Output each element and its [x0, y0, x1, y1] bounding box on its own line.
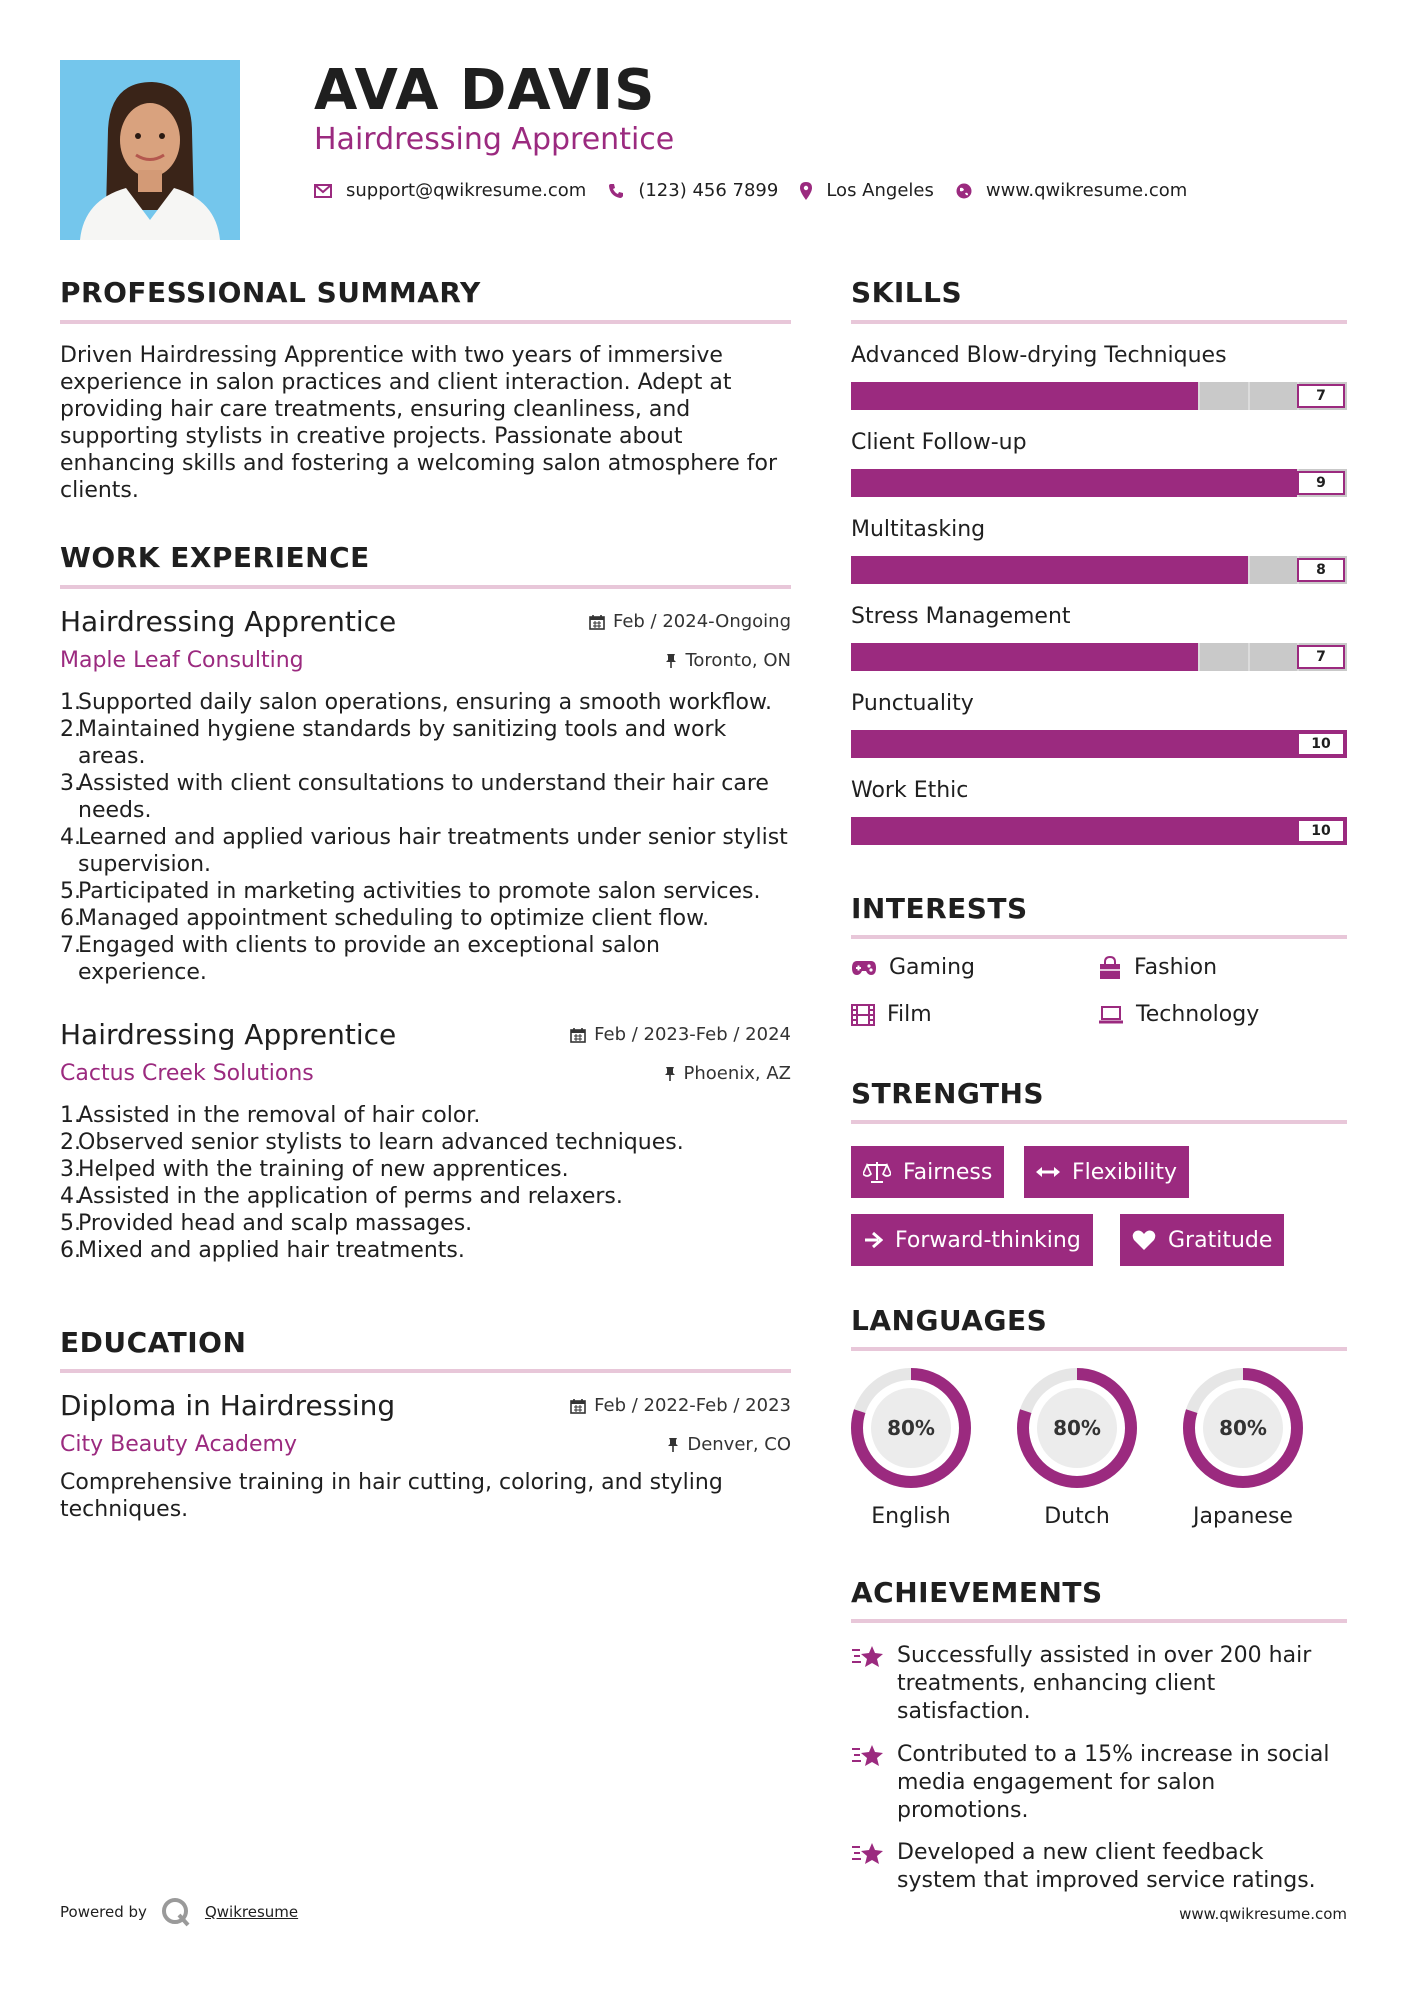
strength-badge	[1024, 1146, 1189, 1198]
website-text: www.qwikresume.com	[985, 180, 1188, 201]
skills-heading: SKILLS	[851, 276, 963, 309]
interests-divider	[851, 935, 1347, 939]
arrow-right-icon	[863, 1231, 883, 1249]
degree-title: Diploma in Hairdressing	[60, 1389, 396, 1422]
summary-text: Driven Hairdressing Apprentice with two years of immersive experience in salon practices and client interaction. Adept at providing hair care treatments, ensuring cleanliness, and supporting stylists in creative projects. Passionate about enhancing skills and fostering a welcoming salon atmosphere for clients.	[60, 343, 778, 503]
location-text: Los Angeles	[826, 180, 934, 201]
list-item: Supported daily salon operations, ensuring a smooth workflow.	[78, 690, 772, 715]
job-1-duties	[60, 689, 791, 986]
achievement-item	[851, 1741, 1347, 1825]
strength-label: Forward-thinking	[895, 1227, 1081, 1253]
skill-value: 7	[1297, 384, 1345, 408]
skills-divider	[851, 320, 1347, 324]
language-percent: 80%	[1219, 1416, 1267, 1440]
strength-badge	[851, 1146, 1004, 1198]
envelope-icon	[314, 184, 332, 198]
education-location-text: Denver, CO	[687, 1434, 791, 1455]
job-1-header	[60, 605, 791, 638]
skill-label: Stress Management	[851, 604, 1071, 629]
job-1-subheader	[60, 648, 791, 673]
contact-website[interactable]	[956, 180, 1187, 201]
list-item: Participated in marketing activities to promote salon services.	[78, 879, 761, 904]
education-subheader	[60, 1432, 791, 1457]
qwikresume-link[interactable]: Qwikresume	[204, 1903, 299, 1921]
list-item: Mixed and applied hair treatments.	[78, 1238, 465, 1263]
candidate-title: Hairdressing Apprentice	[314, 122, 675, 157]
list-item: Assisted in the application of perms and relaxers.	[78, 1184, 623, 1209]
company-name: Cactus Creek Solutions	[60, 1061, 314, 1086]
experience-heading: WORK EXPERIENCE	[60, 541, 370, 574]
strengths-divider	[851, 1120, 1347, 1124]
shopping-bag-icon	[1098, 956, 1122, 980]
pushpin-icon	[665, 653, 677, 669]
skill-value: 10	[1297, 732, 1345, 756]
skill-label: Work Ethic	[851, 778, 969, 803]
skill-bar-segment	[1248, 382, 1250, 410]
language-item	[1015, 1366, 1139, 1529]
skill-value: 7	[1297, 645, 1345, 669]
qwikresume-logo-icon	[161, 1897, 191, 1927]
interest-label: Film	[887, 1002, 932, 1027]
interest-item	[1098, 955, 1217, 980]
job-2-duties	[60, 1102, 791, 1264]
strength-label: Fairness	[903, 1159, 993, 1185]
map-marker-icon	[800, 182, 812, 200]
job-location-text: Toronto, ON	[685, 650, 791, 671]
arrows-horizontal-icon	[1036, 1165, 1060, 1179]
strength-badge	[1120, 1214, 1284, 1266]
job-location	[665, 650, 791, 671]
list-item: Observed senior stylists to learn advanced techniques.	[78, 1130, 684, 1155]
globe-icon	[956, 183, 972, 199]
skill-bar	[851, 817, 1347, 845]
footer-powered-by	[60, 1897, 298, 1927]
phone-text: (123) 456 7899	[638, 180, 779, 201]
language-name: English	[871, 1504, 951, 1529]
skill-bar-segment	[1198, 643, 1200, 671]
list-item: Managed appointment scheduling to optimize client flow.	[78, 906, 710, 931]
language-ring	[1181, 1366, 1305, 1490]
job-location	[664, 1063, 792, 1084]
language-ring	[849, 1366, 973, 1490]
skill-bar-segment	[1198, 382, 1200, 410]
interests-heading: INTERESTS	[851, 892, 1028, 925]
skill-bar	[851, 643, 1347, 671]
contact-location	[800, 180, 934, 201]
achievement-item	[851, 1839, 1347, 1895]
education-header	[60, 1389, 791, 1422]
interest-item	[1098, 1002, 1259, 1027]
interest-label: Technology	[1136, 1002, 1260, 1027]
pushpin-icon	[667, 1437, 679, 1453]
job-date	[570, 1024, 791, 1045]
skill-bar-segment	[1248, 556, 1250, 584]
film-icon	[851, 1004, 875, 1026]
calendar-icon	[570, 1398, 586, 1414]
skill-label: Client Follow-up	[851, 430, 1027, 455]
gamepad-icon	[851, 959, 877, 977]
company-name: Maple Leaf Consulting	[60, 648, 304, 673]
list-item: Learned and applied various hair treatments under senior stylist supervision.	[78, 825, 788, 877]
education-location	[667, 1434, 791, 1455]
skill-bar	[851, 382, 1347, 410]
shooting-star-icon	[851, 1644, 885, 1670]
list-item: Helped with the training of new apprentices.	[78, 1157, 569, 1182]
candidate-name: AVA DAVIS	[314, 58, 656, 123]
skill-bar-fill	[851, 469, 1297, 497]
skill-value: 8	[1297, 558, 1345, 582]
footer-url[interactable]: www.qwikresume.com	[1179, 1905, 1347, 1923]
skill-bar-fill	[851, 382, 1198, 410]
education-description: Comprehensive training in hair cutting, coloring, and styling techniques.	[60, 1470, 723, 1522]
list-item: Provided head and scalp massages.	[78, 1211, 473, 1236]
skill-label: Advanced Blow-drying Techniques	[851, 343, 1227, 368]
language-item	[1181, 1366, 1305, 1529]
job-2-subheader	[60, 1061, 791, 1086]
skill-bar-fill	[851, 643, 1198, 671]
powered-by-label: Powered by	[60, 1903, 147, 1921]
interest-item	[851, 955, 975, 980]
languages-heading: LANGUAGES	[851, 1304, 1048, 1337]
achievements-heading: ACHIEVEMENTS	[851, 1576, 1103, 1609]
interest-label: Fashion	[1134, 955, 1218, 980]
heart-icon	[1132, 1229, 1156, 1251]
job-title: Hairdressing Apprentice	[60, 605, 397, 638]
job-date-text: Feb / 2023-Feb / 2024	[594, 1024, 791, 1045]
skill-bar-fill	[851, 730, 1347, 758]
education-date-text: Feb / 2022-Feb / 2023	[594, 1395, 791, 1416]
profile-photo	[60, 60, 240, 240]
scale-icon	[863, 1161, 891, 1183]
contact-email[interactable]	[314, 180, 586, 201]
skill-label: Multitasking	[851, 517, 986, 542]
language-percent: 80%	[887, 1416, 935, 1440]
skill-bar	[851, 469, 1347, 497]
email-text: support@qwikresume.com	[346, 180, 587, 201]
education-divider	[60, 1369, 791, 1373]
education-heading: EDUCATION	[60, 1326, 247, 1359]
school-name: City Beauty Academy	[60, 1432, 297, 1457]
achievement-item	[851, 1642, 1347, 1726]
achievement-text: Contributed to a 15% increase in social media engagement for salon promotions.	[897, 1742, 1330, 1823]
achievement-text: Successfully assisted in over 200 hair treatments, enhancing client satisfaction.	[897, 1643, 1312, 1724]
summary-divider	[60, 320, 791, 324]
achievements-divider	[851, 1619, 1347, 1623]
skill-bar	[851, 730, 1347, 758]
job-2-header	[60, 1018, 791, 1051]
shooting-star-icon	[851, 1743, 885, 1769]
skill-bar-fill	[851, 556, 1248, 584]
job-date	[589, 611, 791, 632]
strengths-heading: STRENGTHS	[851, 1077, 1045, 1110]
phone-icon	[608, 183, 624, 199]
experience-divider	[60, 585, 791, 589]
calendar-icon	[589, 614, 605, 630]
skill-value: 9	[1297, 471, 1345, 495]
laptop-icon	[1098, 1005, 1124, 1025]
shooting-star-icon	[851, 1841, 885, 1867]
skill-value: 10	[1297, 819, 1345, 843]
education-date	[570, 1395, 791, 1416]
job-location-text: Phoenix, AZ	[683, 1063, 791, 1084]
list-item: Assisted with client consultations to understand their hair care needs.	[78, 771, 769, 823]
strength-label: Flexibility	[1072, 1159, 1177, 1185]
language-item	[849, 1366, 973, 1529]
list-item: Assisted in the removal of hair color.	[78, 1103, 481, 1128]
skill-label: Punctuality	[851, 691, 974, 716]
skill-bar-fill	[851, 817, 1347, 845]
language-percent: 80%	[1053, 1416, 1101, 1440]
contact-phone[interactable]	[608, 180, 778, 201]
language-ring	[1015, 1366, 1139, 1490]
languages-divider	[851, 1347, 1347, 1351]
summary-heading: PROFESSIONAL SUMMARY	[60, 276, 481, 309]
interest-item	[851, 1002, 932, 1027]
interest-label: Gaming	[889, 955, 975, 980]
list-item: Engaged with clients to provide an exceptional salon experience.	[78, 933, 660, 985]
pushpin-icon	[664, 1066, 676, 1082]
strength-label: Gratitude	[1168, 1227, 1273, 1253]
contact-bar	[314, 180, 1209, 201]
language-name: Japanese	[1193, 1504, 1293, 1529]
calendar-icon	[570, 1027, 586, 1043]
skill-bar-segment	[1248, 643, 1250, 671]
achievement-text: Developed a new client feedback system that improved service ratings.	[897, 1840, 1316, 1893]
job-title: Hairdressing Apprentice	[60, 1018, 397, 1051]
list-item: Maintained hygiene standards by sanitizing tools and work areas.	[78, 717, 727, 769]
skill-bar	[851, 556, 1347, 584]
language-name: Dutch	[1044, 1504, 1110, 1529]
strength-badge	[851, 1214, 1093, 1266]
job-date-text: Feb / 2024-Ongoing	[612, 611, 791, 632]
